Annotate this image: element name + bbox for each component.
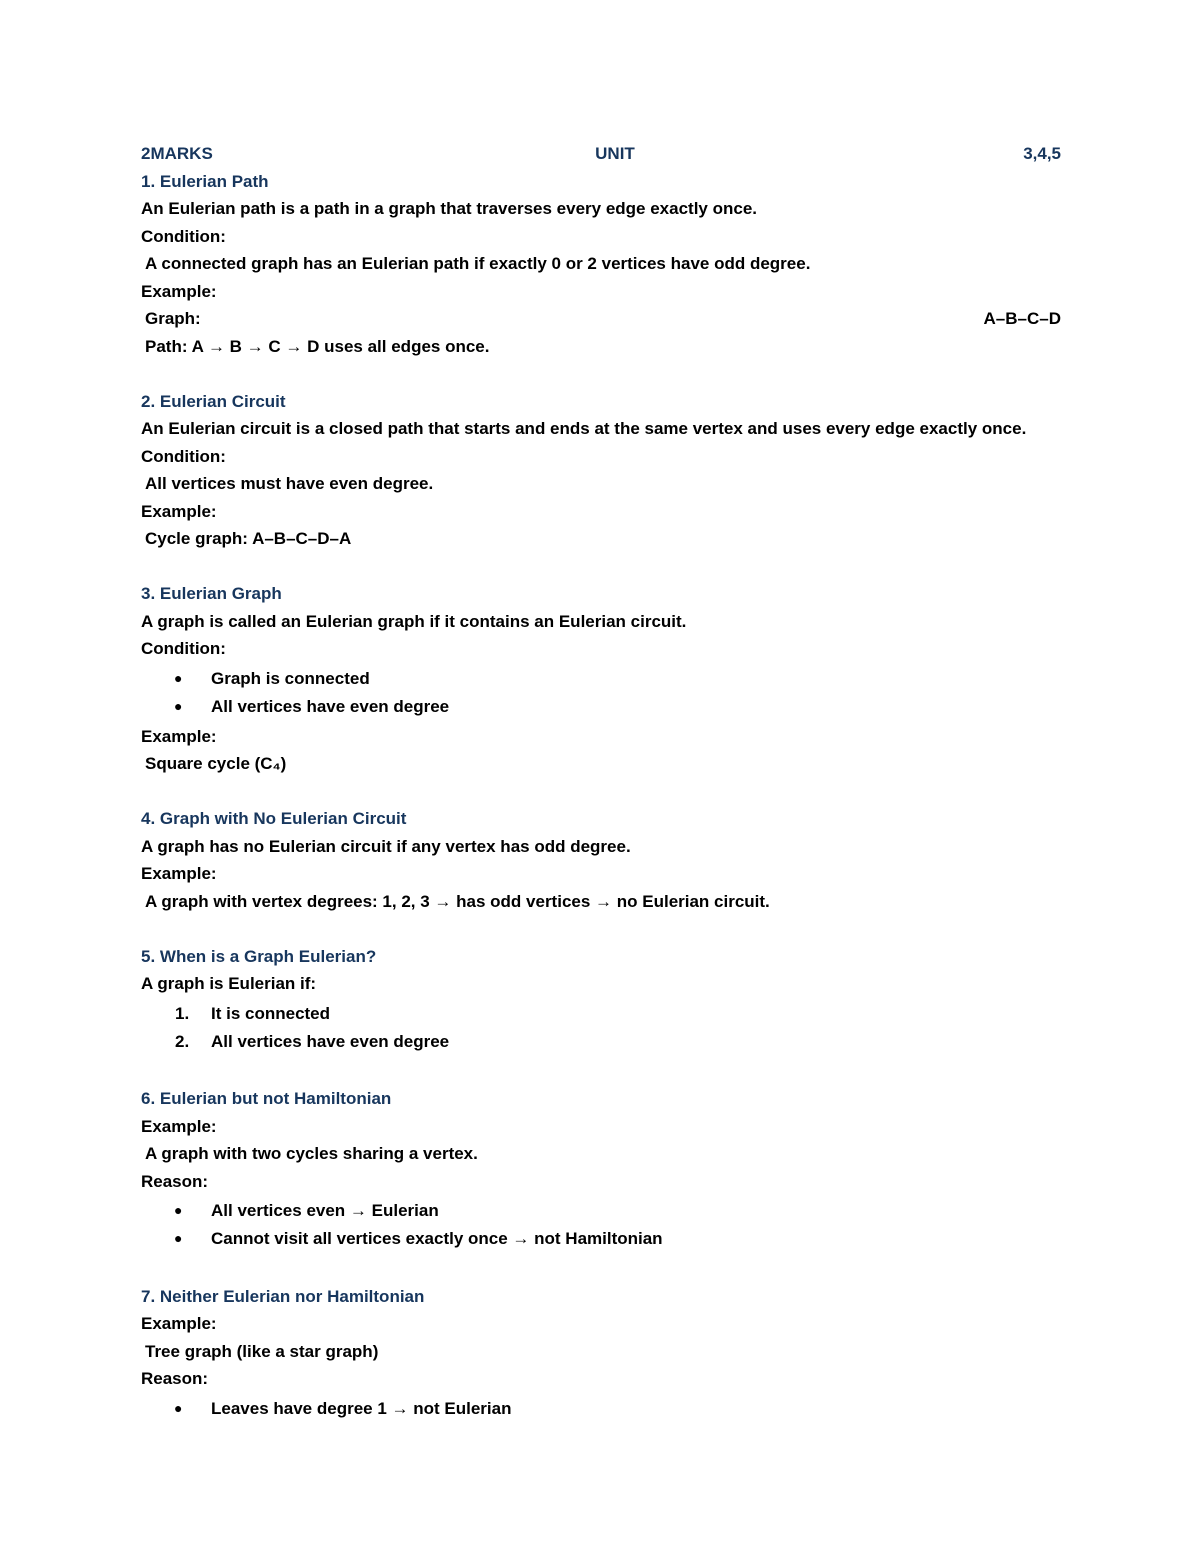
section-7-reason-list (141, 1395, 1061, 1423)
bullet-icon: ● (174, 697, 183, 714)
list-number: 1. (175, 1003, 190, 1023)
list-item (141, 1395, 1061, 1423)
list-item (141, 693, 1061, 721)
section-3-definition: A graph is called an Eulerian graph if it contains an Eulerian circuit. (141, 611, 687, 631)
section-6-example: A graph with two cycles sharing a vertex. (145, 1144, 478, 1163)
section-3-example-label: Example: (141, 726, 217, 746)
section-1-path: Path: A → B → C → D uses all edges once. (145, 336, 490, 356)
section-3-title: 3. Eulerian Graph (141, 584, 282, 603)
section-4-example: A graph with vertex degrees: 1, 2, 3 → has odd vertices → no Eulerian circuit. (145, 891, 770, 911)
section-1-example-label: Example: (141, 281, 217, 301)
section-2-condition-label: Condition: (141, 446, 226, 466)
header-unit: UNIT (595, 144, 635, 163)
section-4-example-label: Example: (141, 864, 217, 883)
section-7-example: Tree graph (like a star graph) (145, 1341, 379, 1361)
section-3-condition-label: Condition: (141, 639, 226, 658)
section-1-graph-row (141, 305, 1061, 333)
list-item-text: All vertices have even degree (211, 696, 450, 716)
section-5-title: 5. When is a Graph Eulerian? (141, 946, 377, 966)
section-5-numbered-list (141, 1000, 1061, 1056)
section-1-definition: An Eulerian path is a path in a graph that traverses every edge exactly once. (141, 199, 758, 218)
list-item-text: Cannot visit all vertices exactly once → not Hamiltonian (211, 1229, 663, 1249)
section-2-title: 2. Eulerian Circuit (141, 391, 286, 411)
bullet-icon: ● (174, 1230, 183, 1247)
list-item-text: It is connected (211, 1003, 331, 1023)
spacer (141, 915, 1061, 943)
list-item (141, 1000, 1061, 1028)
section-4-title: 4. Graph with No Eulerian Circuit (141, 809, 407, 828)
bullet-icon: ● (174, 1202, 183, 1219)
section-2-example-label: Example: (141, 501, 217, 521)
bullet-icon: ● (174, 669, 183, 686)
section-7-reason-label: Reason: (141, 1369, 209, 1388)
section-3-condition-list (141, 665, 1061, 721)
section-6-reason-list (141, 1197, 1061, 1253)
spacer (141, 360, 1061, 388)
header-marks: 2MARKS (141, 144, 213, 163)
section-1-graph-value: A–B–C–D (983, 309, 1061, 328)
section-2-condition: All vertices must have even degree. (145, 474, 434, 493)
list-item-text: Graph is connected (211, 668, 370, 688)
section-3-example: Square cycle (C₄) (145, 754, 287, 773)
section-7-title: 7. Neither Eulerian nor Hamiltonian (141, 1286, 425, 1306)
section-1-title: 1. Eulerian Path (141, 171, 269, 191)
list-item-text: All vertices have even degree (211, 1031, 450, 1051)
section-1-graph-label: Graph: (145, 309, 201, 328)
header-unit-numbers: 3,4,5 (1023, 144, 1061, 163)
spacer (141, 778, 1061, 806)
section-1-condition: A connected graph has an Eulerian path if exactly 0 or 2 vertices have odd degree. (145, 254, 811, 273)
section-5-definition: A graph is Eulerian if: (141, 974, 317, 993)
list-number: 2. (175, 1031, 190, 1051)
section-4-definition: A graph has no Eulerian circuit if any vertex has odd degree. (141, 836, 631, 856)
list-item (141, 1225, 1061, 1253)
list-item-text: All vertices even → Eulerian (211, 1201, 439, 1221)
document-content (141, 140, 1061, 1425)
section-7-example-label: Example: (141, 1314, 217, 1333)
section-2-definition: An Eulerian circuit is a closed path that starts and ends at the same vertex and uses every edge exactly once. (141, 419, 1027, 438)
bullet-icon: ● (174, 1399, 183, 1416)
spacer (141, 1255, 1061, 1283)
section-6-example-label: Example: (141, 1116, 217, 1136)
page-header (141, 140, 1061, 168)
section-1-condition-label: Condition: (141, 226, 226, 246)
section-2-example: Cycle graph: A–B–C–D–A (145, 529, 352, 548)
list-item (141, 665, 1061, 693)
section-6-title: 6. Eulerian but not Hamiltonian (141, 1089, 392, 1108)
spacer (141, 1058, 1061, 1086)
section-6-reason-label: Reason: (141, 1171, 209, 1191)
list-item (141, 1197, 1061, 1225)
list-item (141, 1028, 1061, 1056)
list-item-text: Leaves have degree 1 → not Eulerian (211, 1398, 512, 1418)
spacer (141, 553, 1061, 581)
